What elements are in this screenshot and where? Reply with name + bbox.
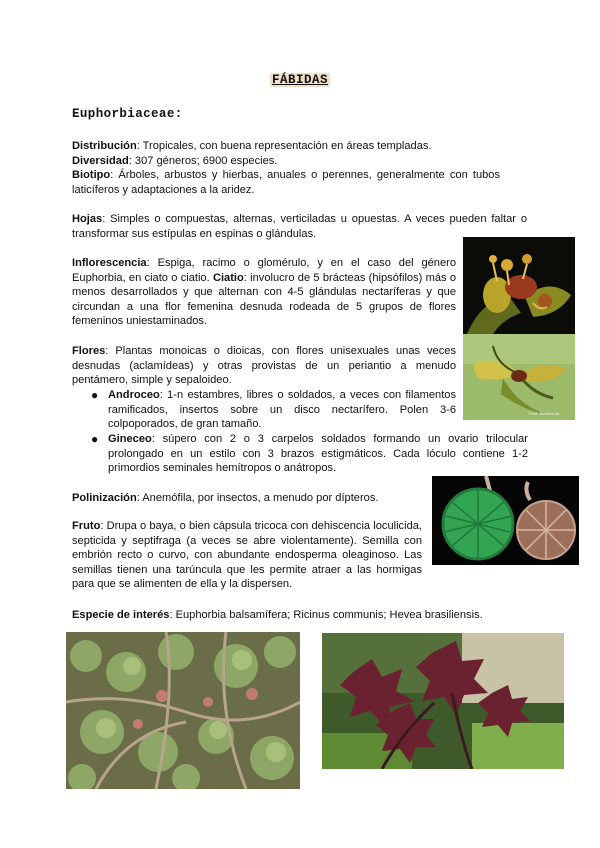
family-heading: Euphorbiaceae: [72,107,183,121]
page-title: FÁBIDAS [271,73,328,87]
biotipo-text: : Árboles, arbustos y hierbas, anuales o perennes, generalmente con tubos laticíferos y adaptaciones a la aridez. [72,169,500,196]
ciatio-text: : involucro de 5 brácteas (hipsófilos) más o menos desarrollados y que alternan con 4-5 glándulas nectaríferas y que circundan a una flor femenina desnuda rodeada de 5 grupos de flores femeninos uniestaminados. [72,271,456,328]
inflorescencia-paragraph [72,256,456,329]
hojas-label: Hojas [72,213,103,225]
flower-photo [463,334,575,420]
especie-text: : Euphorbia balsamífera; Ricinus communis; Hevea brasiliensis. [169,609,483,621]
diversidad-line [72,154,500,169]
euphorbia-shrub-photo [66,632,300,789]
flores-text: : Plantas monoicas o dioicas, con flores unisexuales unas veces desnudas (aclamídeas) y otras provistas de un periantio a menudo pentámero, simple y sepaloideo. [72,345,456,387]
inflorescencia-text: : Espiga, racimo o glomérulo, y en el caso del género Euphorbia, en ciato o ciatio. [72,257,456,284]
fruto-text: : Drupa o baya, o bien cápsula tricoca con dehiscencia loculicida, septicida y septifraga (a veces se abre violentamente). Semilla con embrión recto o curvo, con abundante endosperma oleaginoso. Las semillas tienen una tarúncula que les permite atraer a las hormigas para que se alimenten de ella y la dispersen. [72,520,422,591]
diversidad-label: Diversidad [72,155,129,167]
fruto-label: Fruto [72,520,101,532]
distribucion-label: Distribución [72,140,137,152]
polinizacion-label: Polinización [72,492,137,504]
androceo-paragraph [108,388,456,432]
gineceo-label: Gineceo [108,433,152,445]
flores-paragraph [72,344,456,388]
hojas-text: : Simples o compuestas, alternas, verticiladas u opuestas. A veces pueden faltar o transformar sus estípulas en espinas o glándulas. [72,213,527,240]
fruto-paragraph [72,519,422,592]
distribucion-text: : Tropicales, con buena representación en áreas templadas. [136,140,432,152]
fruit-photo [432,476,579,565]
ricinus-photo [322,633,564,769]
cyathium-photo [463,237,575,334]
bullet-glyph: ● [91,432,99,446]
especie-line [72,608,527,623]
especie-label: Especie de interés [72,609,170,621]
polinizacion-line [72,491,427,506]
distribucion-line [72,139,500,154]
flores-label: Flores [72,345,106,357]
diversidad-text: : 307 géneros; 6900 especies. [128,155,278,167]
androceo-label: Androceo [108,389,160,401]
gineceo-text: : súpero con 2 o 3 carpelos soldados formando un ovario trilocular prolongado en un estilo con 3 brazos estigmáticos. Cada lóculo contiene 1-2 primordios seminales hemítropos o anátropos. [108,433,528,475]
biotipo-label: Biotipo [72,169,111,181]
photo-credit: Phot. Bobfeck.de [529,411,560,416]
ciatio-label: Ciatio [212,271,244,284]
polinizacion-text: : Anemófila, por insectos, a menudo por dípteros. [136,492,379,504]
inflorescencia-label: Inflorescencia [72,257,147,269]
biotipo-paragraph [72,168,500,197]
androceo-text: : 1-n estambres, libres o soldados, a veces con filamentos ramificados, insertos sobre un disco nectarífero. Polen 3-6 colpoporados, de gran tamaño. [108,389,456,431]
bullet-glyph: ● [91,388,99,402]
hojas-paragraph [72,212,527,241]
gineceo-paragraph [108,432,528,476]
